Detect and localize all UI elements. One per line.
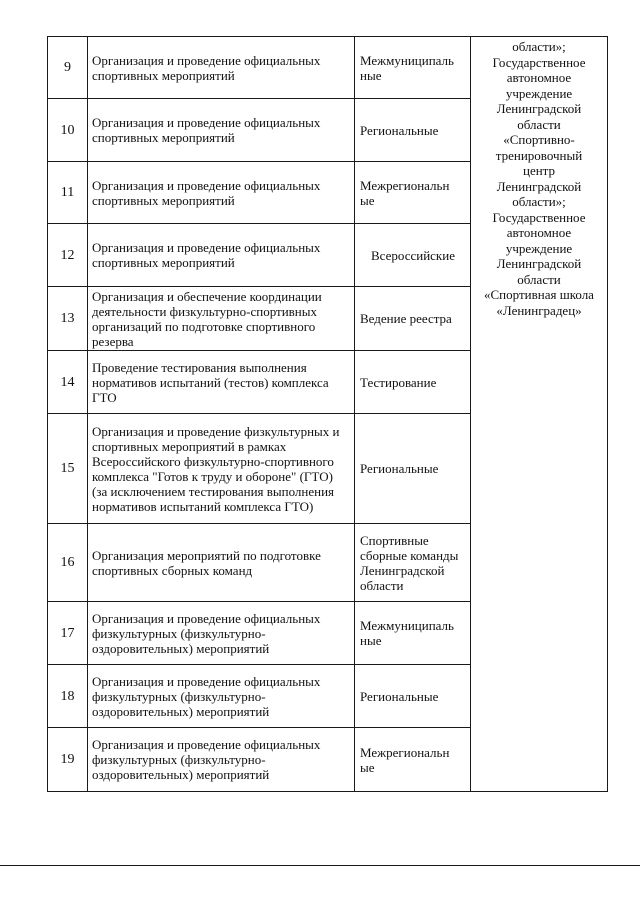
- row-number: 13: [48, 287, 88, 351]
- service-type: Ведение реестра: [355, 287, 471, 351]
- service-type: Тестирование: [355, 351, 471, 414]
- service-type: Всероссийские: [355, 224, 471, 287]
- service-type: Межмуниципаль ные: [355, 37, 471, 99]
- row-number: 12: [48, 224, 88, 287]
- row-number: 15: [48, 414, 88, 524]
- table-row: [48, 37, 608, 99]
- row-number: 18: [48, 665, 88, 728]
- service-name: Организация и проведение официальных физкультурных (физкультурно-оздоровительных) мероприятий: [88, 602, 355, 665]
- service-name: Организация и проведение официальных спортивных мероприятий: [88, 162, 355, 224]
- service-name: Организация и проведение официальных физкультурных (физкультурно-оздоровительных) мероприятий: [88, 728, 355, 792]
- service-type: Региональные: [355, 414, 471, 524]
- service-name: Организация и проведение официальных спортивных мероприятий: [88, 99, 355, 162]
- service-type: Межрегиональн ые: [355, 162, 471, 224]
- row-number: 11: [48, 162, 88, 224]
- row-number: 10: [48, 99, 88, 162]
- row-number: 16: [48, 524, 88, 602]
- service-name: Организация и проведение официальных спортивных мероприятий: [88, 224, 355, 287]
- row-number: 19: [48, 728, 88, 792]
- executor-cell: [471, 37, 608, 792]
- service-type: Региональные: [355, 665, 471, 728]
- service-type: Межрегиональн ые: [355, 728, 471, 792]
- services-table: [47, 36, 608, 792]
- page-bottom-rule: [0, 865, 640, 866]
- row-number: 9: [48, 37, 88, 99]
- service-name: Проведение тестирования выполнения нормативов испытаний (тестов) комплекса ГТО: [88, 351, 355, 414]
- service-type: Региональные: [355, 99, 471, 162]
- service-name: Организация и проведение официальных спортивных мероприятий: [88, 37, 355, 99]
- service-type: Спортивные сборные команды Ленинградской области: [355, 524, 471, 602]
- row-number: 14: [48, 351, 88, 414]
- service-name: Организация и обеспечение координации деятельности физкультурно-спортивных организаций по подготовке спортивного резерва: [88, 287, 355, 351]
- service-name: Организация мероприятий по подготовке спортивных сборных команд: [88, 524, 355, 602]
- row-number: 17: [48, 602, 88, 665]
- service-type: Межмуниципаль ные: [355, 602, 471, 665]
- service-name: Организация и проведение официальных физкультурных (физкультурно-оздоровительных) мероприятий: [88, 665, 355, 728]
- service-name: Организация и проведение физкультурных и спортивных мероприятий в рамках Всероссийского физкультурно-спортивного комплекса "Готов к труду и обороне" (ГТО) (за исключением тестирования выполнения нормативов испытаний комплекса ГТО): [88, 414, 355, 524]
- executor-text: области»; Государственное автономное учреждение Ленинградской области «Спортивно- тренировочный центр Ленинградской области»; Государственное автономное учреждение Ленинградской области «Спортивная школа «Ленинградец»: [484, 39, 594, 318]
